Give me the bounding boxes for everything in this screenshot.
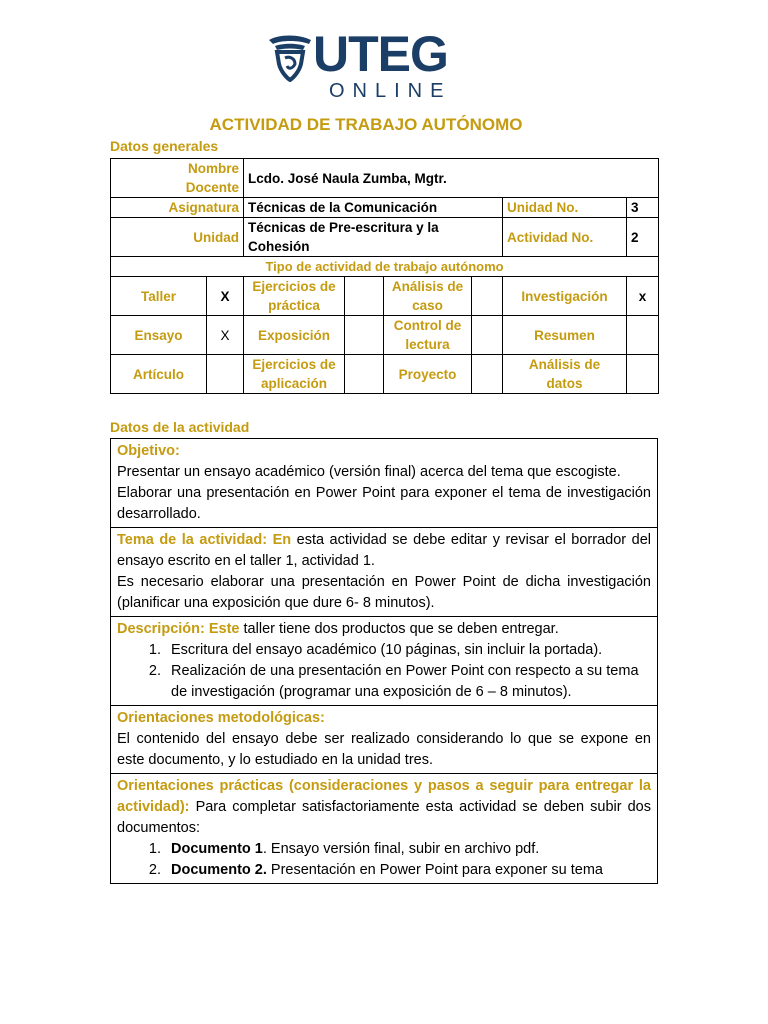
list-item: 1. Documento 1. Ensayo versión final, subir en archivo pdf. bbox=[165, 839, 651, 860]
unidad-value: Técnicas de Pre-escritura y la Cohesión bbox=[244, 218, 503, 257]
nombre-docente-label: Nombre Docente bbox=[111, 159, 244, 198]
tipo-control-lectura-mark bbox=[472, 316, 503, 355]
practicas-block bbox=[111, 774, 657, 883]
list-item: 2. Realización de una presentación en Power Point con respecto a su tema de investigación (programar una exposición de 6 – 8 minutos). bbox=[165, 661, 651, 703]
descripcion-list bbox=[117, 640, 651, 703]
datos-actividad-heading: Datos de la actividad bbox=[110, 419, 250, 435]
list-item: 1. Escritura del ensayo académico (10 páginas, sin incluir la portada). bbox=[165, 640, 651, 661]
datos-generales-table bbox=[110, 158, 659, 394]
metodologicas-label: Orientaciones metodológicas: bbox=[117, 710, 325, 726]
tipo-exposicion: Exposición bbox=[244, 316, 345, 355]
tipo-analisis-caso-mark bbox=[472, 277, 503, 316]
tipo-taller-mark: X bbox=[207, 277, 244, 316]
objetivo-text-1: Presentar un ensayo académico (versión final) acerca del tema que escogiste. bbox=[117, 464, 621, 480]
tipo-articulo-mark bbox=[207, 355, 244, 394]
unidad-label: Unidad bbox=[111, 218, 244, 257]
datos-generales-heading: Datos generales bbox=[110, 138, 219, 154]
tipo-exposicion-mark bbox=[345, 316, 384, 355]
nombre-docente-value: Lcdo. José Naula Zumba, Mgtr. bbox=[244, 159, 659, 198]
tipo-ejercicios-practica: Ejercicios de práctica bbox=[244, 277, 345, 316]
descripcion-label: Descripción: Este bbox=[117, 621, 240, 637]
tema-label: Tema de la actividad: En bbox=[117, 532, 292, 548]
tipo-taller: Taller bbox=[111, 277, 207, 316]
tipo-proyecto: Proyecto bbox=[384, 355, 472, 394]
practicas-label: Orientaciones prácticas (consideraciones y pasos a seguir para entregar la actividad): bbox=[117, 778, 651, 815]
objetivo-label: Objetivo: bbox=[117, 443, 180, 459]
objetivo-text-2: Elaborar una presentación en Power Point para exponer el tema de investigación desarrollado. bbox=[117, 485, 651, 522]
datos-actividad-box bbox=[110, 438, 658, 884]
practicas-text: Para completar satisfactoriamente esta actividad se deben subir dos documentos: bbox=[117, 799, 651, 836]
uteg-logo bbox=[265, 26, 475, 104]
tipo-ensayo: Ensayo bbox=[111, 316, 207, 355]
table-row bbox=[111, 198, 659, 218]
asignatura-label: Asignatura bbox=[111, 198, 244, 218]
table-row bbox=[111, 355, 659, 394]
table-row bbox=[111, 159, 659, 198]
table-row bbox=[111, 257, 659, 277]
tipo-ejercicios-aplicacion: Ejercicios de aplicación bbox=[244, 355, 345, 394]
table-row bbox=[111, 218, 659, 257]
metodologicas-text: El contenido del ensayo debe ser realizado considerando lo que se expone en este documento, y lo estudiado en la unidad tres. bbox=[117, 731, 651, 768]
logo-brand-text: UTEG bbox=[313, 26, 448, 82]
asignatura-value: Técnicas de la Comunicación bbox=[244, 198, 503, 218]
practicas-list bbox=[117, 839, 651, 881]
tipo-resumen-mark bbox=[627, 316, 659, 355]
descripcion-block bbox=[111, 617, 657, 706]
metodologicas-block bbox=[111, 706, 657, 774]
tipo-investigacion: Investigación bbox=[503, 277, 627, 316]
unidad-no-value: 3 bbox=[627, 198, 659, 218]
tipo-ejercicios-practica-mark bbox=[345, 277, 384, 316]
list-item: 2. Documento 2. Presentación en Power Point para exponer su tema bbox=[165, 860, 651, 881]
tipo-analisis-datos: Análisis de datos bbox=[503, 355, 627, 394]
descripcion-text: taller tiene dos productos que se deben entregar. bbox=[239, 621, 559, 637]
tema-block bbox=[111, 528, 657, 617]
tema-text-2: Es necesario elaborar una presentación en Power Point de dicha investigación (planificar una exposición que dure 6- 8 minutos). bbox=[117, 574, 651, 611]
actividad-no-value: 2 bbox=[627, 218, 659, 257]
document-title: ACTIVIDAD DE TRABAJO AUTÓNOMO bbox=[209, 115, 523, 134]
tipo-ensayo-mark: X bbox=[207, 316, 244, 355]
tipo-resumen: Resumen bbox=[503, 316, 627, 355]
logo-sub-text: ONLINE bbox=[329, 80, 452, 102]
tipo-actividad-label: Tipo de actividad de trabajo autónomo bbox=[111, 257, 659, 277]
tipo-investigacion-mark: x bbox=[627, 277, 659, 316]
tipo-analisis-datos-mark bbox=[627, 355, 659, 394]
tipo-articulo: Artículo bbox=[111, 355, 207, 394]
table-row bbox=[111, 316, 659, 355]
tipo-proyecto-mark bbox=[472, 355, 503, 394]
objetivo-block bbox=[111, 439, 657, 528]
table-row bbox=[111, 277, 659, 316]
unidad-no-label: Unidad No. bbox=[503, 198, 627, 218]
shield-logo-icon bbox=[265, 34, 315, 82]
tipo-analisis-caso: Análisis de caso bbox=[384, 277, 472, 316]
tipo-ejercicios-aplicacion-mark bbox=[345, 355, 384, 394]
actividad-no-label: Actividad No. bbox=[503, 218, 627, 257]
tema-text-1: esta actividad se debe editar y revisar el borrador del ensayo escrito en el taller 1, actividad 1. bbox=[117, 532, 651, 569]
tipo-control-lectura: Control de lectura bbox=[384, 316, 472, 355]
